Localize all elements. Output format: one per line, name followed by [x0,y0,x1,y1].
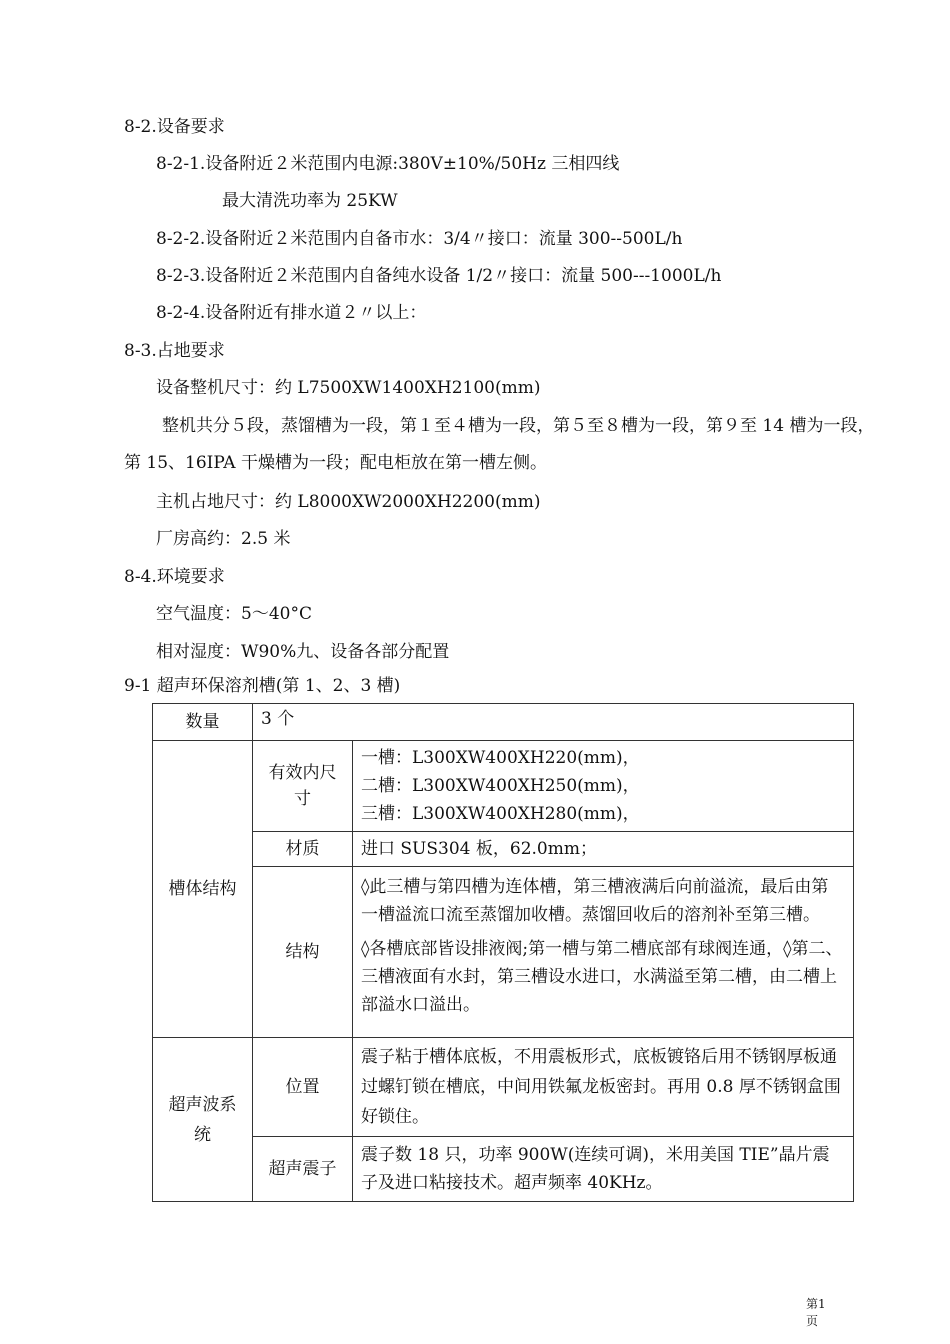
qty-value-text: 3 个 [261,709,295,729]
table-row [153,1137,854,1202]
plant-height: 厂房高约：2.5 米 [156,529,291,549]
req-city-water: 8-2-2.设备附近２米范围内自备市水：3/4〃接口：流量 300--500L/h [156,229,683,249]
table-row [153,867,854,1038]
table-row [153,832,854,867]
transducer-label: 超声震子 [253,1137,353,1202]
spec-table [152,703,854,1202]
req-power-max: 最大清洗功率为 25KW [222,191,398,211]
structure-paragraph-1: ◊此三槽与第四槽为连体槽，第三槽液满后向前溢流，最后由第一槽溢流口流至蒸馏加收槽。蒸馏回收后的溶剂补至第三槽。 [361,877,829,925]
structure-value [353,867,854,1038]
heading-8-3: 8-3.占地要求 [124,341,225,361]
host-size: 主机占地尺寸：约 L8000XW2000XH2200(mm) [156,492,541,512]
position-value [353,1038,854,1137]
effective-size-values [353,741,854,832]
machine-size: 设备整机尺寸：约 L7500XW1400XH2100(mm) [156,378,541,398]
transducer-value [353,1137,854,1202]
req-power: 8-2-1.设备附近２米范围内电源:380V±10%/50Hz 三相四线 [156,154,620,174]
air-temperature: 空气温度：5〜40°C [156,604,312,624]
structure-label: 结构 [253,867,353,1038]
material-label: 材质 [253,832,353,867]
ultrasonic-system-label [153,1038,253,1202]
table-row [153,704,854,741]
heading-8-4: 8-4.环境要求 [124,567,225,587]
position-value-text: 震子粘于槽体底板，不用震板形式，底板镀铬后用不锈钢厚板通过螺钉锁在槽底，中间用铁氟龙板密封。再用 0.8 厚不锈钢盒围好锁住。 [361,1047,841,1127]
effective-size-list [353,742,853,830]
heading-9-1: 9-1 超声环保溶剂槽(第 1、2、3 槽) [124,676,401,696]
material-value-text: 进口 SUS304 板，62.0mm； [361,839,597,859]
req-drain: 8-2-4.设备附近有排水道２〃以上： [156,303,427,323]
position-label: 位置 [253,1038,353,1137]
material-value [353,832,854,867]
effective-size-tank3: 三槽：L300XW400XH280(mm)， [361,804,640,824]
segments-paragraph: 整机共分５段，蒸馏槽为一段，第１至４槽为一段，第５至８槽为一段，第９至 14 槽为一段，第 15、16IPA 干燥槽为一段；配电柜放在第一槽左侧。 [124,416,875,473]
page-number: 第1页 [806,1297,826,1328]
relative-humidity: 相对湿度：W90%九、设备各部分配置 [156,642,450,662]
ultrasonic-system-label-text: 超声波系统 [168,1094,237,1145]
qty-label: 数量 [153,704,253,741]
effective-size-tank1: 一槽：L300XW400XH220(mm)， [361,748,640,768]
structure-text [353,867,853,1037]
table-row [153,741,854,832]
structure-paragraph-2: ◊各槽底部皆设排液阀;第一槽与第二槽底部有球阀连通，◊第二、三槽液面有水封，第三槽设水进口，水满溢至第二槽，由二槽上部溢水口溢出。 [361,939,843,1015]
effective-size-label [253,741,353,832]
transducer-value-text: 震子数 18 只，功率 900W(连续可调)，米用美国 TIE”晶片震子及进口粘接技术。超声频率 40KHz。 [361,1145,830,1193]
effective-size-label-text: 有效内尺寸 [268,763,337,809]
qty-value [253,704,854,741]
heading-8-2: 8-2.设备要求 [124,117,225,137]
effective-size-tank2: 二槽：L300XW400XH250(mm)， [361,776,640,796]
tank-structure-label: 槽体结构 [153,741,253,1038]
table-row [153,1038,854,1137]
req-pure-water: 8-2-3.设备附近２米范围内自备纯水设备 1/2〃接口：流量 500---1000L/h [156,266,722,286]
